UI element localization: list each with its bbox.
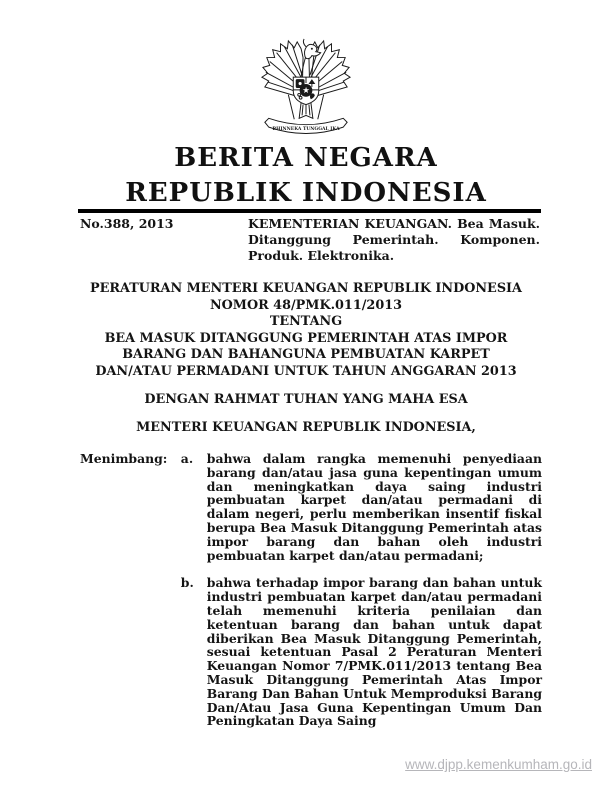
invocation-line: DENGAN RAHMAT TUHAN YANG MAHA ESA [144,391,468,407]
gazette-subject: KEMENTERIAN KEUANGAN. Bea Masuk. Ditanggung Pemerintah. Komponen. Produk. Elektronika. [248,216,540,263]
considering-colon: : [162,451,168,466]
masthead-title-line1: BERITA NEGARA [174,143,438,173]
ribbon-text: BHINNEKA TUNGGAL IKA [272,127,340,133]
considering-section [80,452,542,742]
regulation-title-line5: BARANG DAN BAHANGUNA PEMBUATAN KARPET [122,347,490,363]
item-a-letter: a. [180,451,194,466]
regulation-title-line3: TENTANG [269,314,343,330]
masthead [0,141,612,211]
regulation-title-line6: DAN/ATAU PERMADANI UNTUK TAHUN ANGGARAN 2013 [95,363,517,379]
considering-item-b [181,576,542,728]
gazette-header [80,216,540,264]
masthead-title-line2: REPUBLIK INDONESIA [125,178,487,208]
star-icon: ★ [302,85,310,96]
item-b-text: bahwa terhadap impor barang dan bahan untuk industri pembuatan karpet dan/atau permadani telah memenuhi kriteria penilaian dan ketentuan barang dan bahan untuk dapat diberikan Bea Masuk Ditanggung Pemerintah, sesuai ketentuan Pasal 2 Peraturan Menteri Keuangan Nomor 7/PMK.011/2013 tentang Bea Masuk Ditanggung Pemerintah Atas Impor Barang Dan Bahan Untuk Memproduksi Barang Dan/Atau Jasa Guna Kepentingan Umum Dan Peningkatan Daya Saing [206,575,542,729]
regulation-title-line1: PERATURAN MENTERI KEUANGAN REPUBLIK INDONESIA [90,281,522,296]
ribbon-banner [265,118,347,133]
garuda-pancasila-emblem [257,36,355,134]
garuda-pancasila-icon [257,36,355,134]
masthead-rule [78,209,541,213]
considering-item-a [181,452,542,562]
regulation-title-line4: BEA MASUK DITANGGUNG PEMERINTAH ATAS IMPOR [104,330,508,346]
item-b-letter: b. [180,575,194,591]
regulation-title-line2: NOMOR 48/PMK.011/2013 [209,297,403,313]
considering-label: Menimbang [80,451,163,466]
regulation-title [76,281,536,437]
watermark-link[interactable]: www.djpp.kemenkumham.go.id [405,757,592,772]
pancasila-shield [293,77,318,104]
authority-line: MENTERI KEUANGAN REPUBLIK INDONESIA, [136,420,476,436]
item-a-text: bahwa dalam rangka memenuhi penyediaan barang dan/atau jasa guna kepentingan umum dan meningkatkan daya saing industri pembuatan karpet dan/atau permadani di dalam negeri, perlu memberikan insentif fiskal berupa Bea Masuk Ditanggung Pemerintah atas impor barang dan bahan oleh industri pembuatan karpet dan/atau permadani; [206,451,542,563]
gazette-number: No.388, 2013 [80,216,174,231]
considering-items [181,452,542,742]
